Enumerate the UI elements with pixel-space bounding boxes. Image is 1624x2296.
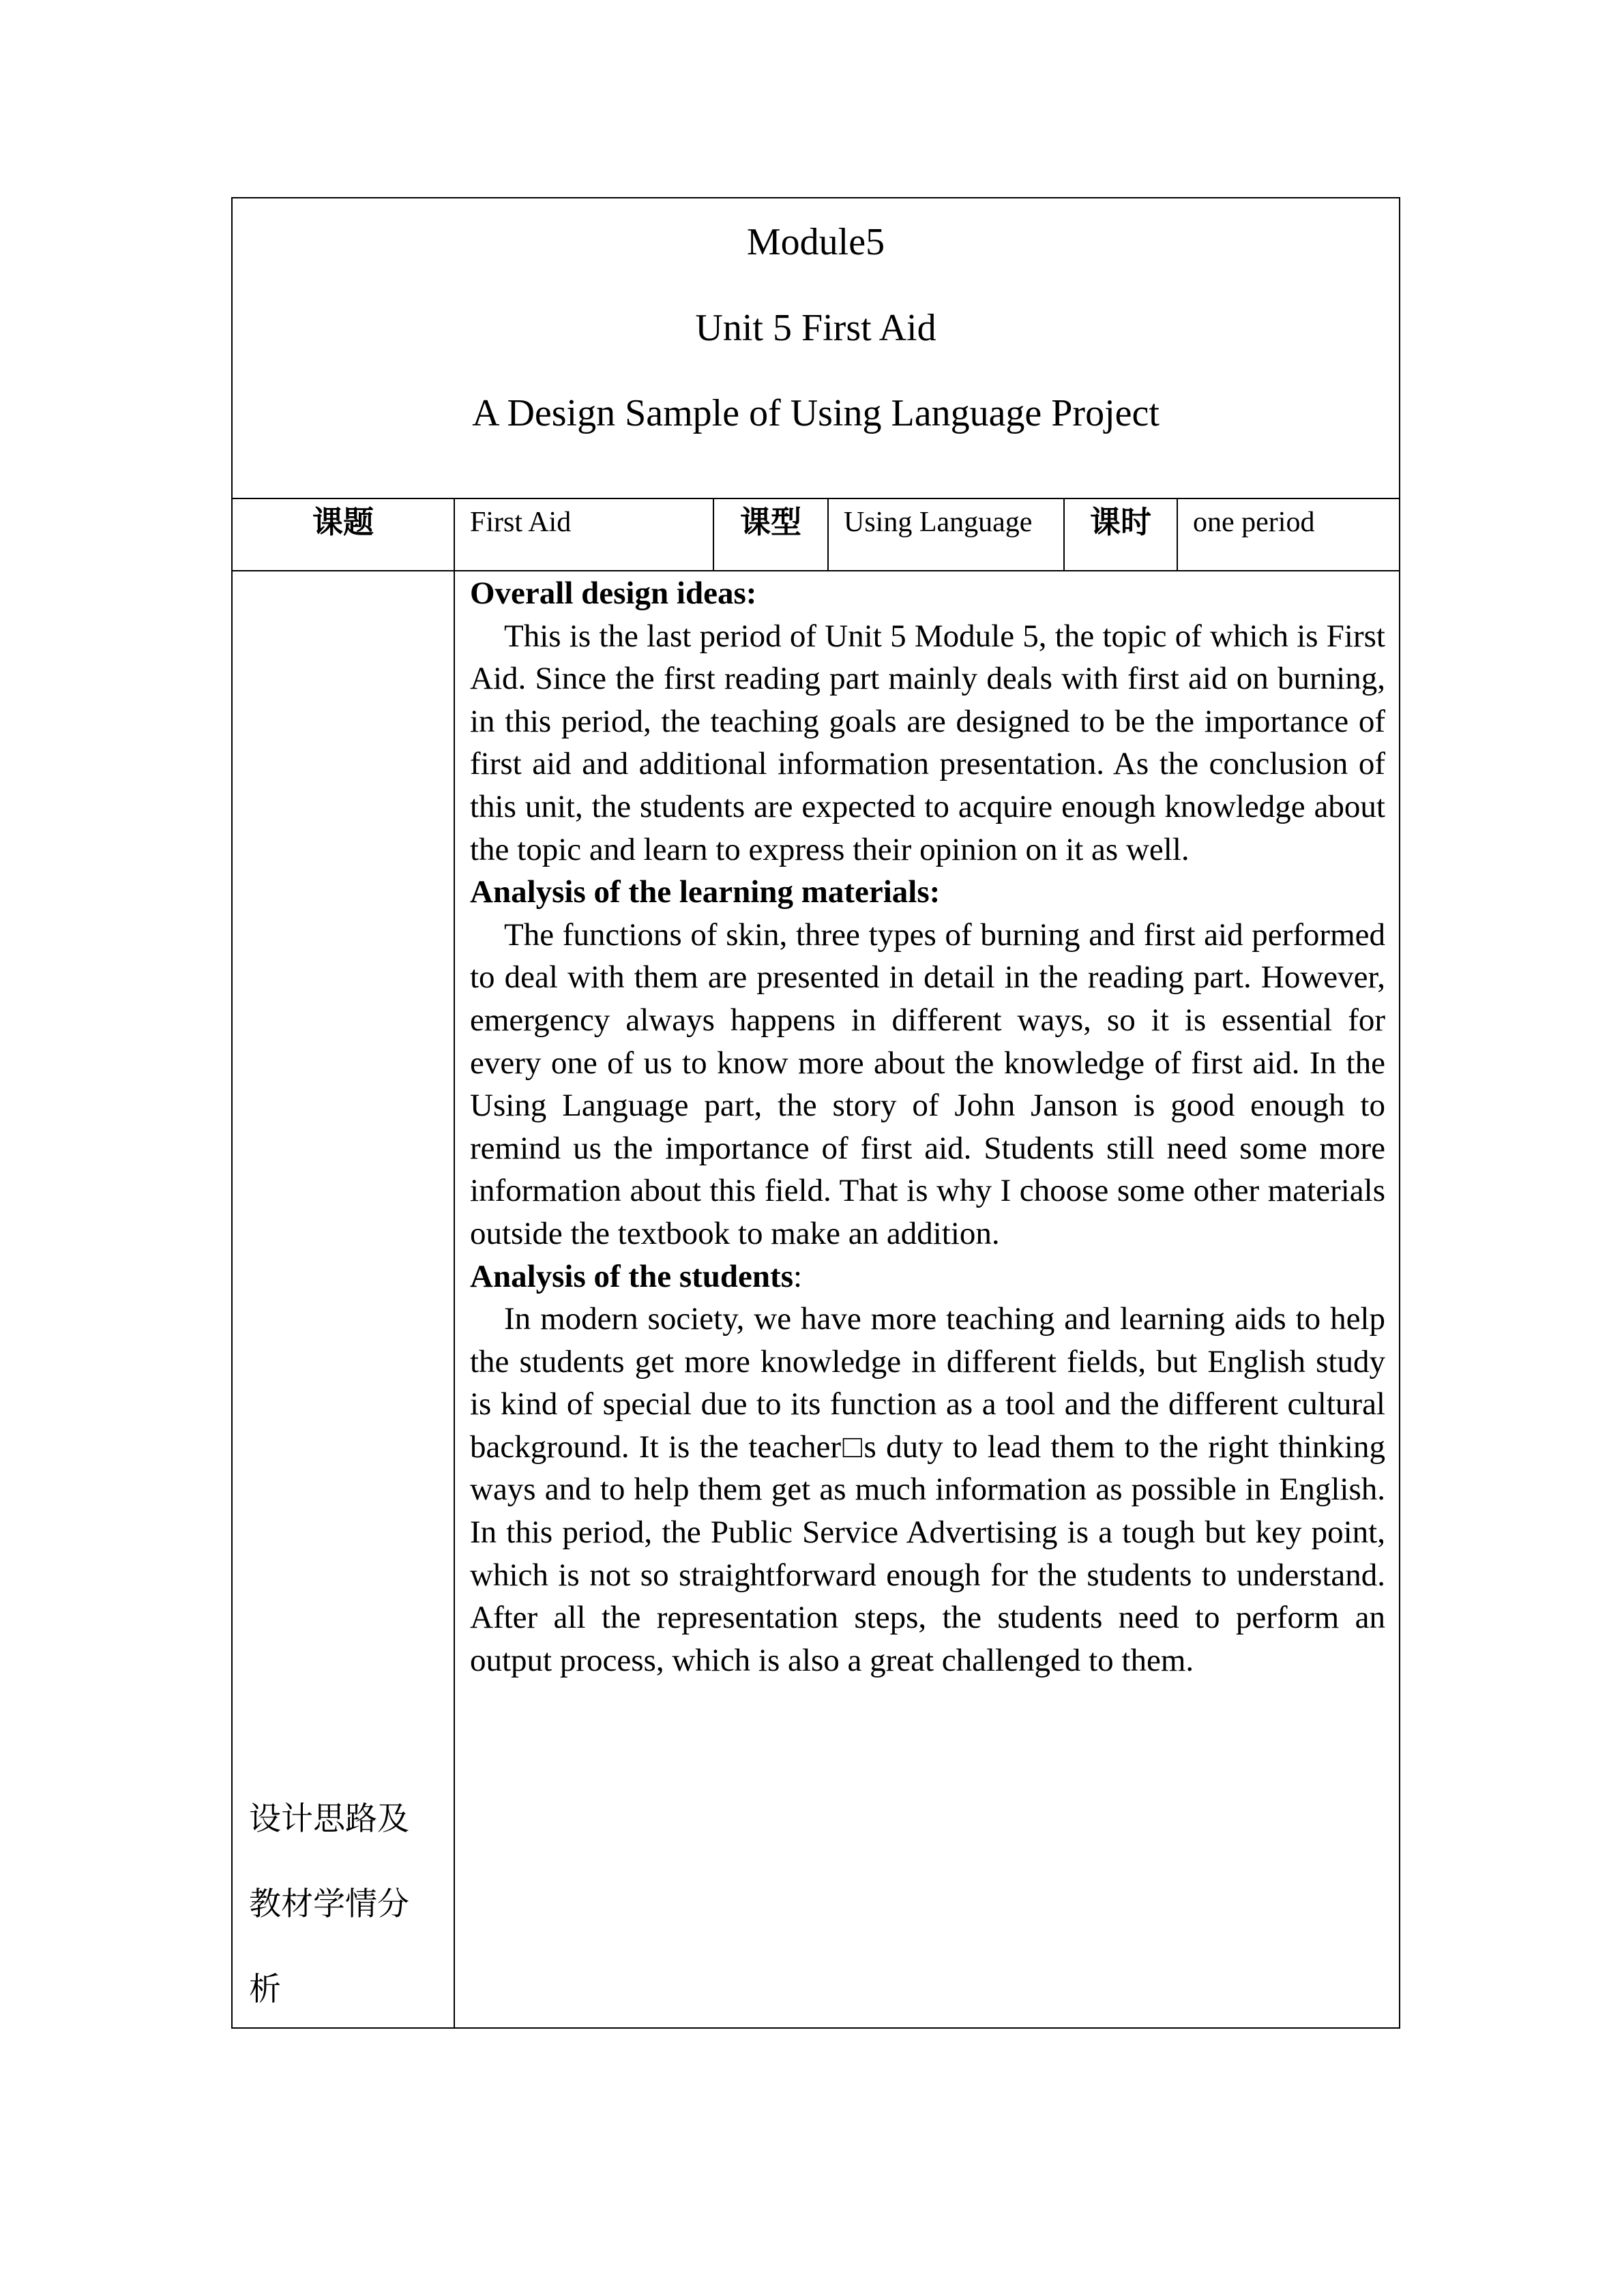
side-label-line: 析 — [249, 1972, 281, 2008]
analysis-body-cell — [455, 571, 1399, 2027]
period-value: one period — [1178, 499, 1399, 571]
module-title: Module5 — [746, 221, 885, 263]
section-heading-row — [470, 1255, 1385, 1298]
section-heading: Analysis of the students — [470, 1258, 793, 1294]
topic-value: First Aid — [455, 499, 714, 571]
section-paragraph: The functions of skin, three types of burning and first aid performed to deal with them are presented in detail in the reading part. However, emergency always happens in different ways, so it is essential for every one of us to know more about the knowledge of first aid. In the Using Language part, the story of John Janson is good enough to remind us the importance of first aid. Students still need some more information about this field. That is why I choose some other materials outside the textbook to make an addition. — [470, 916, 1385, 1251]
section-heading: Analysis of the learning materials: — [470, 874, 941, 910]
period-label: 课时 — [1065, 499, 1178, 571]
section-paragraph: This is the last period of Unit 5 Module 5, the topic of which is First Aid. Since the first reading part mainly deals with first aid on burning, in this period, the teaching goals are designed to be the importance of first aid and additional information presentation. As the conclusion of this unit, the students are expected to acquire enough knowledge about the topic and learn to express their opinion on it as well. — [470, 618, 1385, 867]
section-students — [470, 1255, 1385, 1682]
lesson-plan-header — [233, 198, 1399, 499]
lesson-type-value: Using Language — [829, 499, 1065, 571]
side-label-line: 设计思路及 — [249, 1802, 409, 1837]
analysis-side-label — [249, 1777, 409, 2033]
analysis-side-cell — [233, 571, 455, 2027]
section-heading-colon: : — [793, 1258, 803, 1294]
side-label-line: 教材学情分 — [249, 1887, 409, 1922]
unit-title: Unit 5 First Aid — [695, 306, 936, 349]
document-subtitle: A Design Sample of Using Language Project — [472, 392, 1160, 434]
section-overall-design — [470, 572, 1385, 871]
section-heading: Overall design ideas: — [470, 576, 757, 611]
lesson-plan-table — [231, 197, 1400, 2029]
section-paragraph: In modern society, we have more teaching and learning aids to help the students get more knowledge in different fields, but English study is kind of special due to its function as a tool and the different cultural background. It is the teacher□s duty to lead them to the right thinking ways and to help them get as much information as possible in English. In this period, the Public Service Advertising is a tough but key point, which is not so straightforward enough for the students to understand. After all the representation steps, the students need to perform an output process, which is also a great challenged to them. — [470, 1301, 1385, 1678]
lesson-type-label: 课型 — [714, 499, 829, 571]
section-learning-materials — [470, 871, 1385, 1255]
topic-label: 课题 — [233, 499, 455, 571]
